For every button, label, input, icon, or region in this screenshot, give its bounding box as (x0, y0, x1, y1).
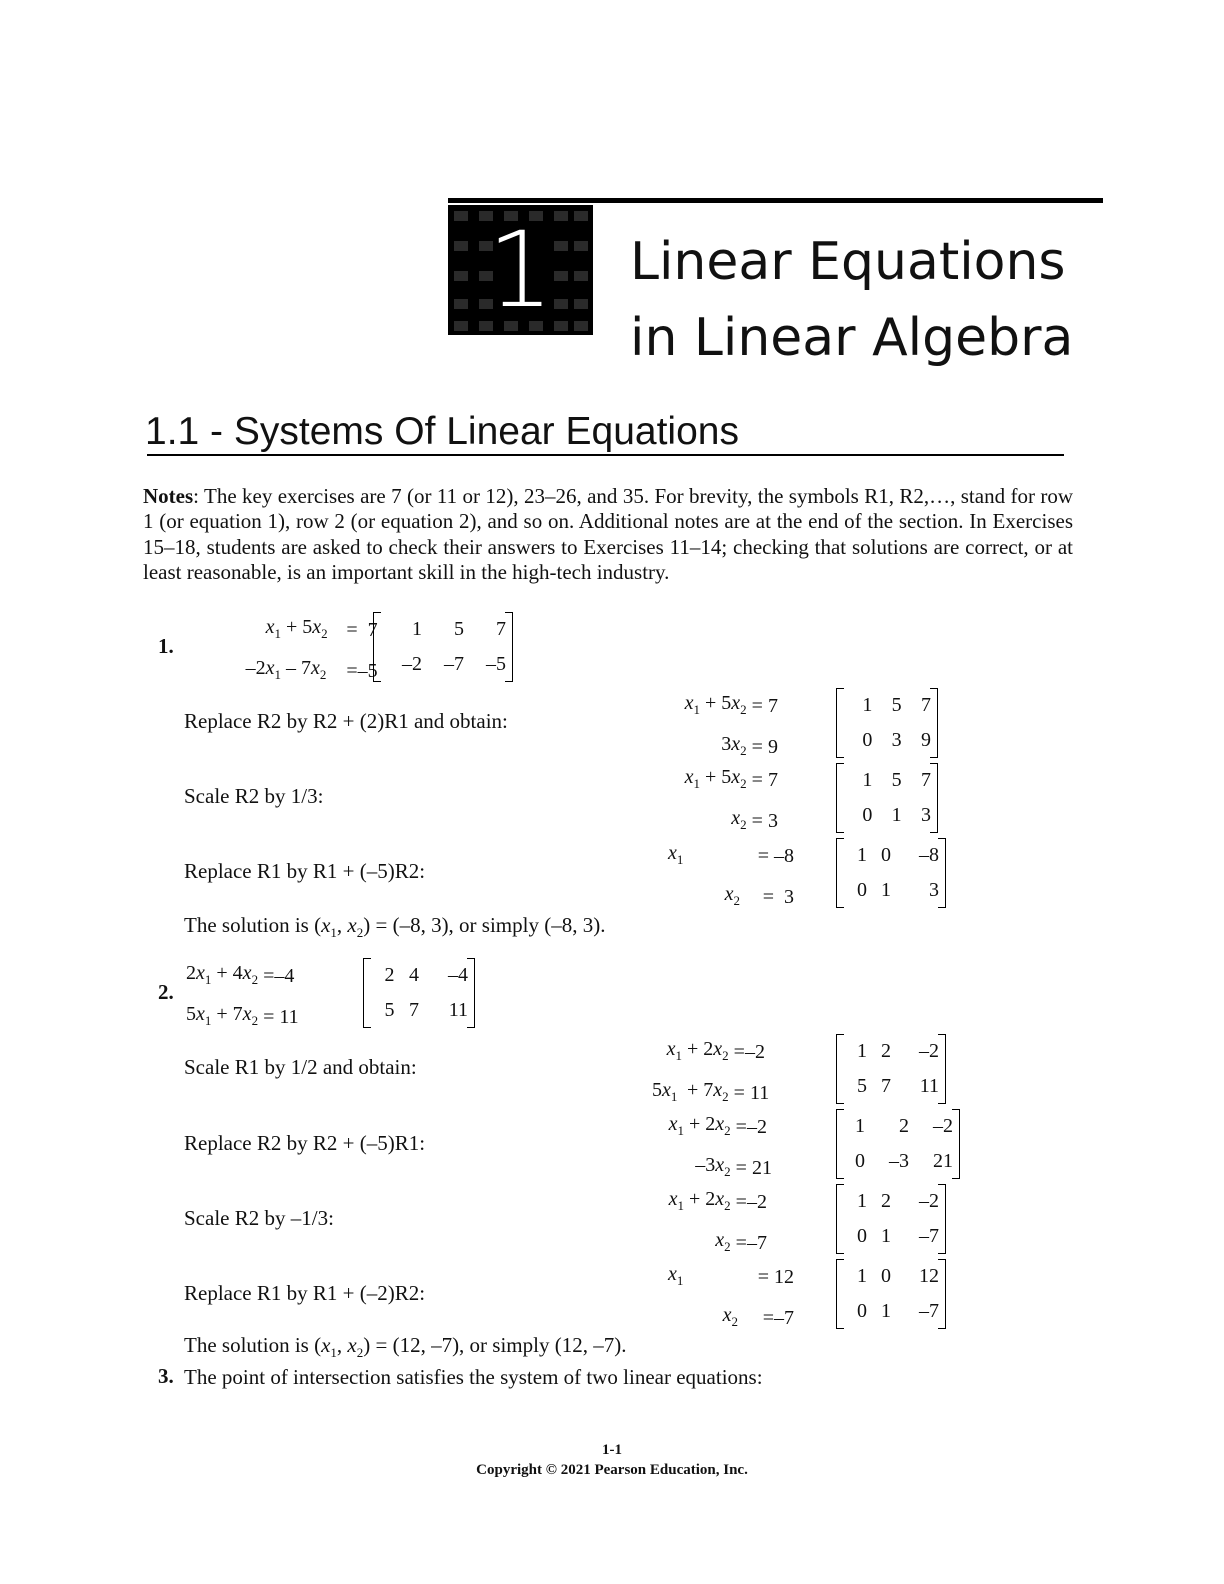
chapter-number: 1 (487, 209, 554, 331)
matrix-cell: –7 (919, 1225, 939, 1247)
matrix-cell: 1 (412, 618, 422, 640)
matrix-cell: 11 (448, 999, 468, 1021)
matrix-cell: 7 (921, 694, 931, 716)
matrix-cell: 2 (384, 964, 395, 986)
matrix-cell: 2 (881, 1040, 891, 1062)
ex2-solution-post: ) = (12, –7), or simply (12, –7). (363, 1333, 627, 1357)
ex1-step3-matrix (836, 838, 946, 908)
ex2-step1-label: Scale R1 by 1/2 and obtain: (184, 1055, 417, 1079)
matrix-cell: 1 (855, 1115, 865, 1137)
matrix-cell: 5 (891, 769, 902, 791)
ex1-step1-matrix (836, 688, 938, 758)
ex2-step2-matrix (836, 1109, 960, 1179)
ex2-step1-matrix (836, 1034, 946, 1104)
matrix-cell: 11 (919, 1075, 939, 1097)
matrix-cell: 4 (409, 964, 419, 986)
matrix-cell: 7 (496, 618, 506, 640)
ex2-step4-matrix (836, 1259, 946, 1329)
matrix-cell: 21 (933, 1150, 953, 1172)
chapter-title (630, 224, 1100, 376)
matrix-cell: –4 (448, 964, 468, 986)
matrix-cell: 3 (921, 804, 931, 826)
ex2-step3-equations: $x_1$ + $2x_2$ =–2 $x_2$ =–7 (668, 1188, 767, 1254)
matrix-cell: 1 (857, 1265, 867, 1287)
chapter-rule (448, 198, 1103, 203)
ex1-solution-pre: The solution is ( (184, 913, 322, 937)
matrix-cell: –2 (402, 653, 422, 675)
copyright: Copyright © 2021 Pearson Education, Inc. (476, 1462, 748, 1478)
ex1-step1-equations: $x_1$ + $5x_2$ = 7 $3x_2$ = 9 (684, 692, 778, 758)
matrix-cell: 7 (881, 1075, 891, 1097)
matrix-cell: 2 (881, 1190, 891, 1212)
matrix-cell: 2 (899, 1115, 909, 1137)
matrix-cell: 0 (857, 1300, 867, 1322)
notes-text: : The key exercises are 7 (or 11 or 12), 23–26, and 35. For brevity, the symbols R1, R2,…, stand for row 1 (or equation 1), row 2 (or equation 2), and so on. Additional notes are at the end of the section. In Exercises 15–18, students are asked to check their answers to Exercises 11–14; checking that solutions are correct, or at least reasonable, is an important skill in the high-tech industry. (143, 484, 1073, 585)
matrix-cell: –2 (919, 1190, 939, 1212)
ex1-step2-matrix (836, 763, 938, 833)
matrix-cell: 0 (857, 1225, 867, 1247)
ex1-step2-equations: $x_1$ + $5x_2$ = 7 $x_2$ = 3 (684, 766, 778, 832)
section-heading: 1.1 - Systems Of Linear Equations (145, 410, 739, 453)
notes-paragraph (143, 484, 1073, 586)
matrix-cell: 9 (921, 729, 931, 751)
matrix-cell: 1 (862, 769, 873, 791)
matrix-cell: 0 (857, 879, 867, 901)
matrix-cell: 3 (929, 879, 939, 901)
chapter-title-line2: in Linear Algebra (630, 308, 1074, 368)
matrix-cell: 5 (857, 1075, 867, 1097)
matrix-cell: 12 (919, 1265, 939, 1287)
exercise-1-number: 1. (158, 634, 174, 658)
ex2-step2-label: Replace R2 by R2 + (–5)R1: (184, 1131, 426, 1155)
ex1-solution-post: ) = (–8, 3), or simply (–8, 3). (363, 913, 606, 937)
matrix-cell: 7 (921, 769, 931, 791)
matrix-cell: –2 (919, 1040, 939, 1062)
matrix-cell: –5 (486, 653, 506, 675)
notes-label: Notes (143, 484, 194, 508)
ex1-matrix (373, 612, 513, 682)
ex2-solution: The solution is ($x_1$, $x_2) = (12$, –7), or simply (12, –7). (184, 1333, 627, 1361)
ex2-matrix (363, 958, 475, 1028)
ex1-step3-label: Replace R1 by R1 + (–5)R2: (184, 859, 426, 883)
ex2-step3-label: Scale R2 by –1/3: (184, 1206, 334, 1230)
matrix-cell: 1 (881, 1225, 891, 1247)
matrix-cell: 1 (891, 804, 902, 826)
ex2-step1-equations: $x_1$ + $2x_2$ =–2 $5x_1$ + $7x_2$ = 11 (652, 1038, 770, 1104)
matrix-cell: 1 (862, 694, 873, 716)
matrix-cell: 1 (881, 1300, 891, 1322)
ex2-step4-label: Replace R1 by R1 + (–2)R2: (184, 1281, 426, 1305)
matrix-cell: 1 (857, 1040, 867, 1062)
ex1-solution: The solution is ($x_1$, $x_2) = (-8$, 3), or simply (–8, 3). (184, 913, 606, 941)
chapter-title-line1: Linear Equations (630, 232, 1066, 292)
exercise-3-number: 3. (158, 1364, 174, 1388)
matrix-cell: 0 (855, 1150, 865, 1172)
ex2-solution-pre: The solution is ( (184, 1333, 322, 1357)
exercise-2-number: 2. (158, 980, 174, 1004)
matrix-cell: 5 (384, 999, 395, 1021)
ex1-system: $x_1$ + $5x_2$ = 7 $-2x_1$ – $7x_2$ =–5 (245, 616, 378, 682)
ex1-step2-label: Scale R2 by 1/3: (184, 784, 324, 808)
matrix-cell: 0 (881, 844, 891, 866)
matrix-cell: 1 (857, 844, 867, 866)
section-rule (147, 454, 1064, 456)
matrix-cell: 5 (891, 694, 902, 716)
matrix-cell: –8 (919, 844, 939, 866)
matrix-cell: 3 (891, 729, 902, 751)
ex2-step3-matrix (836, 1184, 946, 1254)
matrix-cell: 0 (862, 804, 873, 826)
matrix-cell: 1 (881, 879, 891, 901)
ex1-step3-equations: $x_1$ = –8 $x_2$ = 3 (668, 842, 794, 908)
chapter-number-box (448, 205, 593, 335)
ex1-step1-label: Replace R2 by R2 + (2)R1 and obtain: (184, 709, 508, 733)
matrix-cell: 0 (862, 729, 873, 751)
matrix-cell: –3 (889, 1150, 909, 1172)
matrix-cell: –2 (933, 1115, 953, 1137)
matrix-cell: 7 (409, 999, 419, 1021)
matrix-cell: 5 (454, 618, 464, 640)
ex2-system: $2x_1$ + $4x_2$ =–4 $5x_1$ + $7x_2$ = 11 (186, 962, 299, 1028)
ex2-step2-equations: $x_1$ + $2x_2$ =–2 $-3x_2$ = 21 (668, 1113, 772, 1179)
matrix-cell: 1 (857, 1190, 867, 1212)
matrix-cell: 0 (881, 1265, 891, 1287)
ex2-step4-equations: $x_1$ = 12 $x_2$ =–7 (668, 1263, 794, 1329)
page-number: 1-1 (602, 1442, 622, 1458)
ex3-text: The point of intersection satisfies the system of two linear equations: (184, 1365, 763, 1389)
matrix-cell: –7 (919, 1300, 939, 1322)
matrix-cell: –7 (444, 653, 464, 675)
